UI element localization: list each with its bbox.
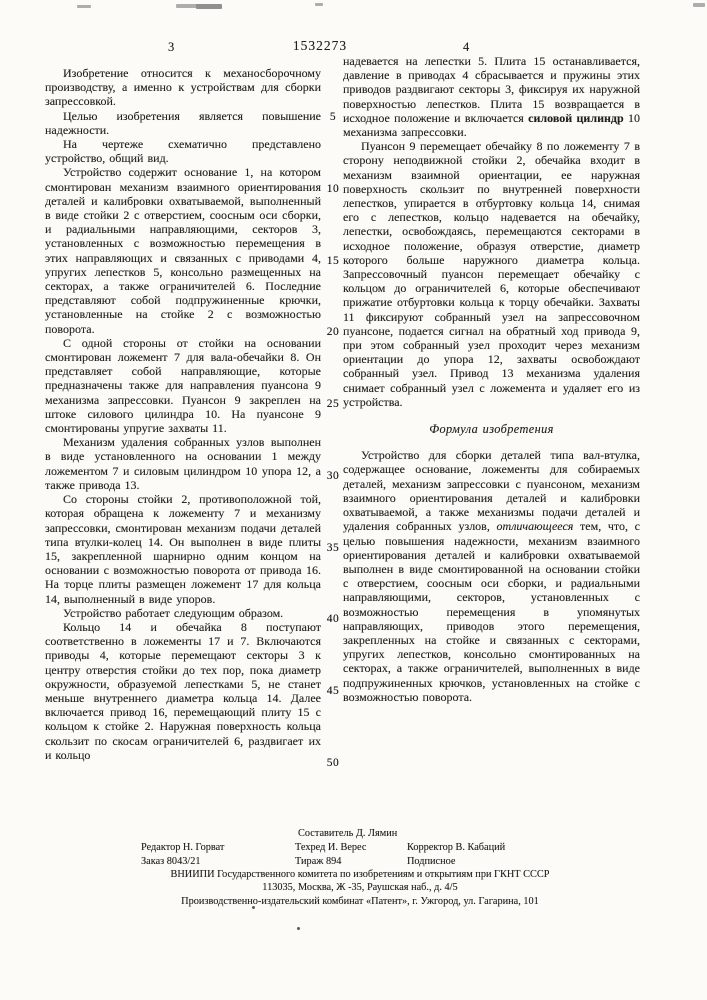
line-number: 40 — [326, 613, 340, 626]
body-paragraph: На чертеже схематично представлено устройство, общий вид. — [45, 137, 321, 166]
scan-artifact — [77, 5, 91, 8]
imprint-techred: Техред И. Верес — [295, 842, 367, 853]
line-number: 15 — [326, 254, 340, 267]
scan-artifact — [315, 3, 323, 6]
body-paragraph: Изобретение относится к механосборочному производству, а именно к устройствам для сборки запрессовкой. — [45, 66, 321, 109]
body-paragraph: Со стороны стойки 2, противоположной той, которая обращена к ложементу 7 и механизму запрессовки, смонтирован механизм подачи деталей типа втулки-колец 14. Он выполнен в виде плиты 15, закрепленной шарнирно одним концом на основании с возможностью поворота от привода 16. На торце плиты размещен ложемент 17 для кольца 14, выполненный в виде упоров. — [45, 492, 321, 606]
body-paragraph: Целью изобретения является повышение надежности. — [45, 108, 321, 137]
imprint-committee: ВНИИПИ Государственного комитета по изобретениям и открытиям при ГКНТ СССР — [170, 869, 550, 880]
body-paragraph: Кольцо 14 и обечайка 8 поступают соответственно в ложементы 17 и 7. Включаются приводы 4, которые перемещают секторы 3 к центру отверстия стойки до тех пор, пока диаметр окружности, образуемой лепестками 5, не станет меньше внутреннего диаметра кольца 14. Далее включается привод 16, перемещающий плиту 15 с кольцом к стойке 2. Наружная поверхность кольца скользит по скосам ограничителей 6, раздвигает их и кольцо — [45, 619, 321, 762]
body-paragraph: Механизм удаления собранных узлов выполнен в виде установленного на основании 1 между ложементом 7 и силовым цилиндром 10 упора 12, а также привода 13. — [45, 435, 321, 492]
line-number: 25 — [326, 398, 340, 411]
imprint-compiler: Составитель Д. Лямин — [298, 828, 398, 839]
body-paragraph: Устройство содержит основание 1, на котором смонтирован механизм взаимного ориентирования деталей и калибровки охватываемой, выполненный в виде стойки 2 с отверстием, соосным оси сборки, и радиальными направляющими, секторов 3, установленных с возможностью перемещения в этих направляющих и связанных с приводами 4, упругих лепестков 5, консольно размещенных на секторах, а также ограничителей 6. Последние представляют собой подпружиненные крючки, установленные на стойке 2 с возможностью поворота. — [45, 165, 321, 336]
imprint-print-run: Тираж 894 — [295, 856, 342, 867]
left-page-number: 3 — [168, 40, 175, 54]
scan-artifact — [693, 3, 705, 7]
imprint-address: 113035, Москва, Ж -35, Раушская наб., д. 4/5 — [262, 882, 458, 893]
imprint-order-number: Заказ 8043/21 — [141, 856, 201, 867]
scan-artifact — [196, 4, 222, 9]
body-paragraph: надевается на лепестки 5. Плита 15 останавливается, давление в приводах 4 сбрасывается и пружины этих приводов раздвигают секторы 3, фиксируя их наружной поверхностью лепестков. Плита 15 возвращается в исходное положение и включается силовой цилиндр 10 механизма запрессовки. — [343, 54, 640, 140]
body-paragraph: Устройство работает следующим образом. — [63, 605, 284, 620]
body-paragraph: С одной стороны от стойки на основании смонтирован ложемент 7 для вала-обечайки 8. Он представляет собой направляющие, которые предназначены также для направления пуансона 9 механизма запрессовки. Пуансон 9 закреплен на штоке силового цилиндра 10. На пуансоне 9 смонтированы упругие захваты 11. — [45, 335, 321, 436]
claim-paragraph: Устройство для сборки деталей типа вал-втулка, содержащее основание, ложементы для собираемых деталей, механизм запрессовки с пуансоном, механизм взаимного ориентирования деталей и калибровки охватываемой, а также механизмы подачи деталей и удаления собранных узлов, отличающееся тем, что, с целью повышения надежности, механизм взаимного ориентирования деталей и калибровки охватываемой выполнен в виде смонтированной на основании стойки с отверстием, соосным оси сборки, и радиальными направляющими, секторов, установленных с возможностью перемещения в упомянутых направляющих, приводов этого перемещения, закрепленных на стойке и связанных с секторами, упругих лепестков, консольно смонтированных на секторах, а также ограничителей, выполненных в виде подпружиненных крючков, установленных на стойке с возможностью поворота. — [343, 448, 640, 704]
claims-section-heading: Формула изобретения — [429, 422, 554, 437]
imprint-corrector: Корректор В. Кабаций — [407, 842, 506, 853]
right-page-number: 4 — [463, 40, 470, 54]
scan-artifact — [176, 4, 198, 8]
line-number: 45 — [326, 685, 340, 698]
line-number: 20 — [326, 326, 340, 339]
body-paragraph: Пуансон 9 перемещает обечайку 8 по ложементу 7 в сторону неподвижной стойки 2, обечайка входит в механизм взаимной ориентации, ее наружная поверхность скользит по внутренней поверхности лепестков, упирается в отбуртовку кольца 14, снимая его с лепестков, кольцо надевается на обечайку, лепестки, освобождаясь, перемещаются секторами в исходное положение, образуя отверстие, диаметр которого больше наружного диаметра кольца. Запрессовочный пуансон перемещает обечайку с кольцом до ограничителей 6, которые обеспечивают прижатие отбуртовки кольца к торцу обечайки. Захваты 11 фиксируют собранный узел на запрессовочном пуансоне, подается сигнал на обратный ход привода 9, при этом собранный узел проходит через механизм ориентации до упора 12, захваты освобождают собранный узел. Привод 13 механизма удаления снимает собранный узел с ложемента и удаляет его из устройства. — [343, 139, 640, 409]
patent-number: 1532273 — [292, 38, 348, 53]
line-number: 50 — [326, 756, 340, 769]
imprint-subscription: Подписное — [407, 856, 456, 867]
line-number: 5 — [329, 111, 337, 123]
right-text-column — [343, 54, 640, 704]
description-continuation — [343, 54, 640, 409]
claims-text — [343, 448, 640, 704]
line-number: 30 — [326, 469, 340, 482]
line-number: 35 — [326, 541, 340, 554]
imprint-publisher: Производственно-издательский комбинат «Патент», г. Ужгород, ул. Гагарина, 101 — [181, 896, 539, 907]
imprint-editor: Редактор Н. Горват — [141, 842, 225, 853]
left-text-column — [45, 66, 321, 762]
line-number: 10 — [326, 182, 340, 195]
scan-artifact — [297, 927, 300, 930]
